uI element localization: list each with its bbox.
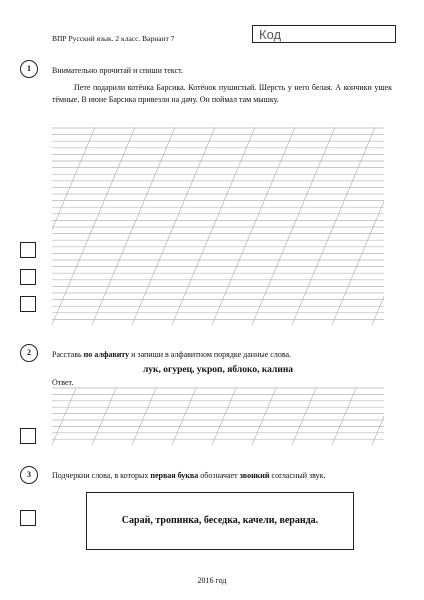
- task-2-instruction: Расставь по алфавиту и запиши в алфавитном порядке данные слова.: [52, 350, 292, 359]
- answer-label: Ответ.: [52, 378, 74, 387]
- footer-year: 2016 год: [197, 576, 227, 585]
- words-box: [86, 492, 354, 550]
- task-1-instruction: Внимательно прочитай и спиши текст.: [52, 66, 184, 75]
- task-2-number: 2: [20, 344, 38, 362]
- score-box[interactable]: [20, 510, 36, 526]
- score-box[interactable]: [20, 428, 36, 444]
- task-3-words: Сарай, тропинка, беседка, качели, веранда.: [121, 515, 319, 526]
- task-3-instruction: Подчеркни слова, в которых первая буква обозначает звонкий согласный звук.: [52, 471, 326, 480]
- code-label: Код: [259, 27, 282, 42]
- task-3-number: 3: [20, 466, 38, 484]
- task-1-number: 1: [20, 60, 38, 78]
- score-box[interactable]: [20, 269, 36, 285]
- page-header: ВПР Русский язык. 2 класс. Вариант 7: [52, 34, 175, 43]
- score-box[interactable]: [20, 242, 36, 258]
- task-2-words: лук, огурец, укроп, яблоко, калина: [142, 365, 294, 375]
- task-1-passage: Пете подарили котёнка Барсика. Котёнок пушистый. Шерсть у него белая. А кончики ушек тёмные. В июне Барсика привезли на дачу. Он поймал там мышку.: [52, 83, 392, 104]
- score-box[interactable]: [20, 296, 36, 312]
